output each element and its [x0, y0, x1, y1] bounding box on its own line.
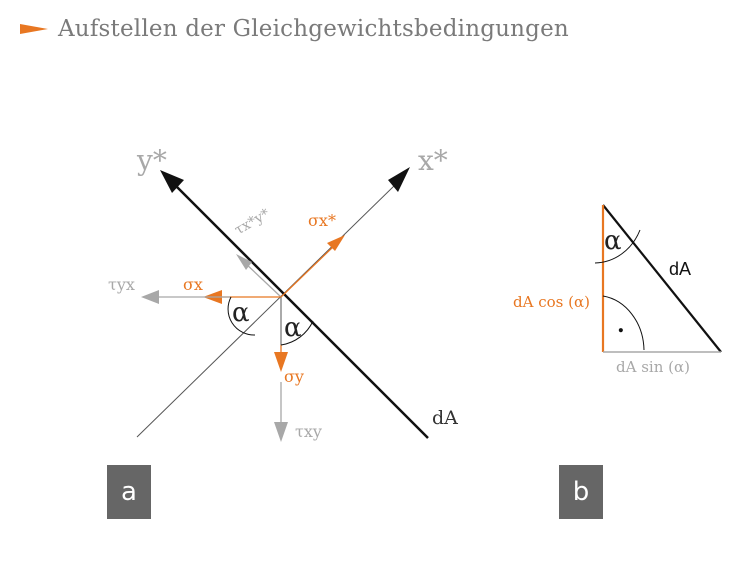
tau-yx-label: τyx	[108, 275, 135, 294]
alpha-left-label: α	[232, 298, 250, 328]
page-title: Aufstellen der Gleichgewichtsbedingungen	[58, 16, 569, 42]
da-sin-label: dA sin (α)	[616, 358, 690, 376]
figure-a-badge	[107, 465, 151, 519]
sigma-x-star-label: σx*	[308, 211, 336, 230]
alpha-right-label: α	[284, 313, 302, 343]
da-line	[175, 185, 428, 438]
tau-yx-arrowhead	[141, 290, 159, 304]
sigma-y-label: σy	[284, 367, 304, 386]
tau-xstar-ystar-label: τx*y*	[232, 205, 273, 239]
da-cos-label: dA cos (α)	[513, 293, 590, 311]
figure-a	[108, 144, 458, 442]
tau-xy-label: τxy	[295, 422, 322, 441]
da-label-a: dA	[432, 407, 458, 429]
figure-b	[513, 205, 721, 376]
sigma-x-label: σx	[183, 275, 203, 294]
tau-xstar-ystar-arrow-line	[244, 262, 281, 297]
x-star-label: x*	[418, 144, 448, 177]
sigma-x-star-arrow-line	[281, 245, 335, 297]
figure-b-badge	[559, 465, 603, 519]
y-star-label: y*	[137, 144, 167, 177]
alpha-label-b: α	[604, 226, 622, 256]
tau-xy-arrowhead	[274, 422, 288, 442]
right-angle-dot: .	[617, 312, 625, 338]
da-label-b: dA	[669, 259, 692, 279]
figure-a-badge-text: a	[121, 477, 137, 507]
figure-b-badge-text: b	[572, 477, 590, 507]
